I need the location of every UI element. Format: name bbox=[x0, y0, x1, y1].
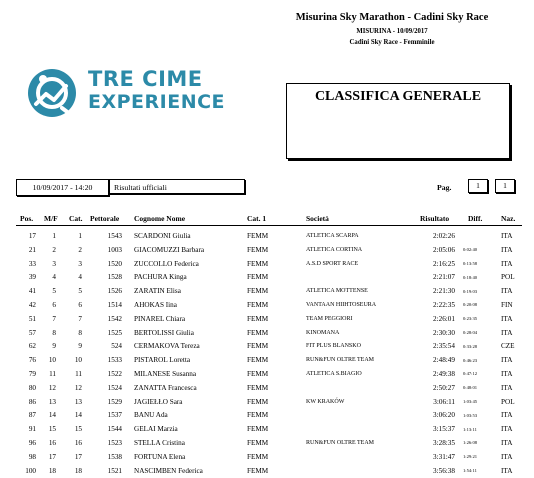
row-category: FEMM bbox=[247, 259, 269, 268]
row-mf: 16 bbox=[48, 438, 56, 447]
row-bib: 1543 bbox=[107, 232, 122, 240]
row-category: FEMM bbox=[247, 342, 269, 351]
row-nation: POL bbox=[501, 397, 515, 406]
table-row bbox=[0, 313, 534, 327]
table-row bbox=[0, 230, 534, 244]
row-cat: 8 bbox=[78, 328, 82, 337]
datetime-box: 10/09/2017 - 14:20 bbox=[16, 179, 109, 196]
results-table-body bbox=[0, 230, 534, 478]
row-category: FEMM bbox=[247, 314, 269, 323]
row-result: 2:35:54 bbox=[433, 342, 455, 351]
row-category: FEMM bbox=[247, 397, 269, 406]
header-pos: Pos. bbox=[20, 214, 34, 223]
row-gap: 0:48:01 bbox=[463, 385, 478, 391]
page-total-box: 1 bbox=[495, 179, 515, 193]
row-pos: 86 bbox=[28, 397, 36, 406]
table-row bbox=[0, 368, 534, 382]
row-cat: 3 bbox=[78, 259, 82, 268]
table-row bbox=[0, 451, 534, 465]
table-row bbox=[0, 396, 534, 410]
ranking-title-box bbox=[286, 83, 510, 159]
row-athlete-name: ZANATTA Francesca bbox=[134, 383, 197, 392]
row-athlete-name: PINAREL Chiara bbox=[134, 314, 186, 323]
row-category: FEMM bbox=[247, 245, 269, 254]
logo-text-line1: TRE CIME bbox=[88, 67, 203, 91]
row-gap: 0:13:58 bbox=[463, 261, 478, 267]
row-mf: 9 bbox=[52, 342, 56, 351]
header-risultato: Risultato bbox=[420, 214, 450, 223]
row-category: FEMM bbox=[247, 425, 269, 434]
row-result: 2:30:30 bbox=[433, 328, 455, 337]
row-gap: 0:46:23 bbox=[463, 357, 478, 363]
row-club: ATLETICA CORTINA bbox=[306, 246, 363, 253]
row-category: FEMM bbox=[247, 411, 269, 420]
row-category: FEMM bbox=[247, 328, 269, 337]
row-bib: 1533 bbox=[107, 356, 122, 365]
row-pos: 17 bbox=[28, 232, 36, 240]
row-gap: 0:19:03 bbox=[463, 288, 478, 294]
row-category: FEMM bbox=[247, 232, 269, 240]
row-gap: 0:47:12 bbox=[463, 371, 478, 377]
row-athlete-name: NASCIMBEN Federica bbox=[134, 466, 203, 475]
row-bib: 1523 bbox=[107, 438, 122, 447]
event-title: Misurina Sky Marathon - Cadini Sky Race bbox=[295, 12, 489, 23]
row-mf: 7 bbox=[52, 314, 56, 323]
row-cat: 4 bbox=[78, 273, 82, 282]
row-cat: 11 bbox=[75, 369, 82, 378]
row-pos: 33 bbox=[28, 259, 36, 268]
row-mf: 3 bbox=[52, 259, 56, 268]
row-mf: 10 bbox=[48, 356, 56, 365]
row-mf: 14 bbox=[48, 411, 56, 420]
row-cat: 7 bbox=[78, 314, 82, 323]
row-bib: 1544 bbox=[107, 425, 122, 434]
row-category: FEMM bbox=[247, 287, 269, 296]
header-cat1: Cat. 1 bbox=[247, 214, 267, 223]
row-club: ATLETICA SCARPA bbox=[306, 233, 359, 239]
header-diff: Diff. bbox=[468, 214, 483, 223]
row-bib: 1537 bbox=[107, 411, 122, 420]
row-mf: 5 bbox=[52, 287, 56, 296]
row-result: 2:21:30 bbox=[433, 287, 455, 296]
row-result: 3:56:38 bbox=[433, 466, 455, 475]
row-athlete-name: PISTAROL Loretta bbox=[134, 356, 191, 365]
row-gap: 0:02:40 bbox=[463, 247, 478, 253]
status-box: Risultati ufficiali bbox=[108, 179, 245, 194]
row-category: FEMM bbox=[247, 452, 269, 461]
row-pos: 21 bbox=[28, 245, 36, 254]
row-mf: 11 bbox=[49, 369, 56, 378]
event-subtitle: MISURINA - 10/09/2017 bbox=[356, 28, 428, 35]
row-pos: 76 bbox=[28, 356, 36, 365]
row-gap: 1:03:53 bbox=[463, 412, 478, 418]
row-nation: ITA bbox=[501, 314, 513, 323]
row-result: 2:05:06 bbox=[433, 245, 455, 254]
row-athlete-name: BERTOLISSI Giulia bbox=[134, 328, 194, 337]
row-gap: 1:26:08 bbox=[463, 440, 478, 446]
row-mf: 15 bbox=[48, 425, 56, 434]
event-category: Cadini Sky Race - Femminile bbox=[349, 39, 435, 46]
row-bib: 1524 bbox=[107, 383, 122, 392]
row-athlete-name: GELAI Marzia bbox=[134, 425, 178, 434]
table-row bbox=[0, 423, 534, 437]
row-pos: 100 bbox=[25, 466, 36, 475]
page-label: Pag. bbox=[437, 183, 452, 192]
row-category: FEMM bbox=[247, 356, 269, 365]
row-result: 2:50:27 bbox=[433, 383, 455, 392]
row-mf: 13 bbox=[48, 397, 56, 406]
row-gap: 0:28:04 bbox=[463, 330, 478, 336]
row-athlete-name: MILANESE Susanna bbox=[134, 369, 197, 378]
table-row bbox=[0, 354, 534, 368]
row-result: 2:16:25 bbox=[433, 259, 455, 268]
row-athlete-name: FORTUNA Elena bbox=[134, 452, 186, 461]
row-category: FEMM bbox=[247, 369, 269, 378]
row-pos: 80 bbox=[28, 383, 36, 392]
row-pos: 91 bbox=[28, 425, 36, 434]
row-pos: 41 bbox=[28, 287, 36, 296]
row-pos: 42 bbox=[28, 300, 36, 309]
row-cat: 18 bbox=[74, 466, 82, 475]
row-pos: 51 bbox=[28, 314, 36, 323]
header-naz: Naz. bbox=[501, 214, 516, 223]
table-row bbox=[0, 258, 534, 272]
row-cat: 10 bbox=[74, 356, 82, 365]
row-bib: 1528 bbox=[107, 273, 122, 282]
row-result: 2:21:07 bbox=[433, 273, 455, 282]
row-category: FEMM bbox=[247, 273, 269, 282]
row-nation: ITA bbox=[501, 452, 513, 461]
row-result: 3:06:20 bbox=[433, 411, 455, 420]
row-club: VANTAAN HIIHTOSEURA bbox=[306, 301, 377, 308]
row-mf: 4 bbox=[52, 273, 56, 282]
row-pos: 39 bbox=[28, 273, 36, 282]
row-category: FEMM bbox=[247, 466, 269, 475]
row-cat: 5 bbox=[78, 287, 82, 296]
row-cat: 9 bbox=[78, 342, 82, 351]
row-athlete-name: ZUCCOLLO Federica bbox=[134, 259, 199, 268]
row-nation: ITA bbox=[501, 466, 513, 475]
row-bib: 524 bbox=[111, 342, 122, 351]
row-nation: ITA bbox=[501, 245, 513, 254]
row-pos: 62 bbox=[28, 342, 36, 351]
row-gap: 0:23:35 bbox=[463, 316, 478, 322]
row-cat: 2 bbox=[78, 245, 82, 254]
table-row bbox=[0, 382, 534, 396]
header-mf: M/F bbox=[44, 214, 58, 223]
header-pettorale: Pettorale bbox=[90, 214, 120, 223]
header-societa: Società bbox=[306, 214, 329, 223]
row-pos: 98 bbox=[28, 452, 36, 461]
row-pos: 87 bbox=[28, 411, 36, 420]
row-result: 3:06:11 bbox=[433, 397, 455, 406]
row-gap: 1:03:45 bbox=[463, 399, 478, 405]
table-row bbox=[0, 409, 534, 423]
row-pos: 57 bbox=[28, 328, 36, 337]
row-cat: 16 bbox=[74, 438, 82, 447]
row-result: 2:22:35 bbox=[433, 300, 455, 309]
row-nation: FIN bbox=[501, 300, 513, 309]
header-cat: Cat. bbox=[69, 214, 83, 223]
row-result: 2:26:01 bbox=[433, 314, 455, 323]
row-athlete-name: PACHURA Kinga bbox=[134, 273, 187, 282]
row-athlete-name: JAGIEŁŁO Sara bbox=[134, 397, 183, 406]
row-bib: 1514 bbox=[107, 300, 122, 309]
header-name: Cognome Nome bbox=[134, 214, 186, 223]
row-cat: 17 bbox=[74, 452, 82, 461]
row-club: FIT PLUS BLANSKO bbox=[306, 343, 361, 350]
row-gap: 1:29:21 bbox=[463, 454, 478, 460]
row-cat: 14 bbox=[74, 411, 82, 420]
row-club: RUN&FUN OLTRE TEAM bbox=[306, 439, 375, 446]
row-nation: ITA bbox=[501, 232, 513, 240]
row-club: RUN&FUN OLTRE TEAM bbox=[306, 357, 375, 364]
row-athlete-name: ZARATIN Elisa bbox=[134, 287, 181, 296]
row-mf: 8 bbox=[52, 328, 56, 337]
page-number-box: 1 bbox=[468, 179, 488, 193]
row-gap: 0:18:40 bbox=[463, 274, 478, 280]
row-nation: POL bbox=[501, 273, 515, 282]
row-cat: 13 bbox=[74, 397, 82, 406]
row-bib: 1520 bbox=[107, 259, 122, 268]
row-nation: ITA bbox=[501, 328, 513, 337]
row-cat: 15 bbox=[74, 425, 82, 434]
row-club: ATLETICA S.BIAGIO bbox=[306, 370, 362, 377]
row-category: FEMM bbox=[247, 383, 269, 392]
table-row bbox=[0, 299, 534, 313]
row-category: FEMM bbox=[247, 438, 269, 447]
row-bib: 1538 bbox=[107, 452, 122, 461]
row-mf: 2 bbox=[52, 245, 56, 254]
row-result: 3:15:37 bbox=[433, 425, 455, 434]
row-mf: 12 bbox=[48, 383, 56, 392]
row-club: A.S.D SPORT RACE bbox=[306, 260, 359, 267]
table-row bbox=[0, 340, 534, 354]
row-result: 3:28:35 bbox=[433, 438, 455, 447]
row-cat: 12 bbox=[74, 383, 82, 392]
row-mf: 1 bbox=[52, 232, 56, 240]
row-nation: ITA bbox=[501, 411, 513, 420]
table-row bbox=[0, 465, 534, 478]
row-athlete-name: GIACOMUZZI Barbara bbox=[134, 245, 205, 254]
row-mf: 6 bbox=[52, 300, 56, 309]
row-nation: ITA bbox=[501, 438, 513, 447]
table-row bbox=[0, 285, 534, 299]
row-bib: 1526 bbox=[107, 287, 122, 296]
row-club: KW KRAKÓW bbox=[306, 398, 345, 405]
row-nation: ITA bbox=[501, 259, 513, 268]
row-bib: 1525 bbox=[107, 328, 122, 337]
row-gap: 0:33:28 bbox=[463, 343, 478, 349]
row-gap: 1:13:11 bbox=[463, 426, 477, 432]
row-cat: 1 bbox=[78, 232, 82, 240]
row-nation: ITA bbox=[501, 287, 513, 296]
row-nation: CZE bbox=[501, 342, 515, 351]
row-nation: ITA bbox=[501, 383, 513, 392]
row-cat: 6 bbox=[78, 300, 82, 309]
row-mf: 18 bbox=[48, 466, 56, 475]
table-row bbox=[0, 271, 534, 285]
row-athlete-name: STELLA Cristina bbox=[134, 438, 185, 447]
ranking-title: CLASSIFICA GENERALE bbox=[314, 89, 482, 104]
row-athlete-name: CERMAKOVA Tereza bbox=[134, 342, 200, 351]
row-mf: 17 bbox=[48, 452, 56, 461]
row-athlete-name: BANU Ada bbox=[134, 411, 168, 420]
row-bib: 1521 bbox=[107, 466, 122, 475]
row-bib: 1542 bbox=[107, 314, 122, 323]
row-gap: 0:20:08 bbox=[463, 302, 478, 308]
row-result: 2:48:49 bbox=[433, 356, 455, 365]
table-row bbox=[0, 327, 534, 341]
row-club: TEAM PEGGIORI bbox=[306, 315, 353, 322]
row-pos: 79 bbox=[28, 369, 36, 378]
row-nation: ITA bbox=[501, 356, 513, 365]
row-result: 2:02:26 bbox=[433, 232, 455, 240]
row-result: 2:49:38 bbox=[433, 369, 455, 378]
row-bib: 1529 bbox=[107, 397, 122, 406]
row-nation: ITA bbox=[501, 425, 513, 434]
row-club: KINOMANA bbox=[306, 329, 340, 336]
header-divider bbox=[16, 225, 522, 226]
row-gap: 1:54:11 bbox=[463, 468, 477, 474]
row-result: 3:31:47 bbox=[433, 452, 455, 461]
row-bib: 1003 bbox=[107, 245, 122, 254]
row-pos: 96 bbox=[28, 438, 36, 447]
logo-text-line2: EXPERIENCE bbox=[88, 91, 226, 113]
row-bib: 1522 bbox=[107, 369, 122, 378]
row-athlete-name: SCARDONI Giulia bbox=[134, 232, 191, 240]
row-club: ATLETICA MOTTENSE bbox=[306, 288, 368, 295]
row-nation: ITA bbox=[501, 369, 513, 378]
row-category: FEMM bbox=[247, 300, 269, 309]
table-row bbox=[0, 244, 534, 258]
table-row bbox=[0, 437, 534, 451]
row-athlete-name: AHOKAS Iina bbox=[134, 300, 177, 309]
